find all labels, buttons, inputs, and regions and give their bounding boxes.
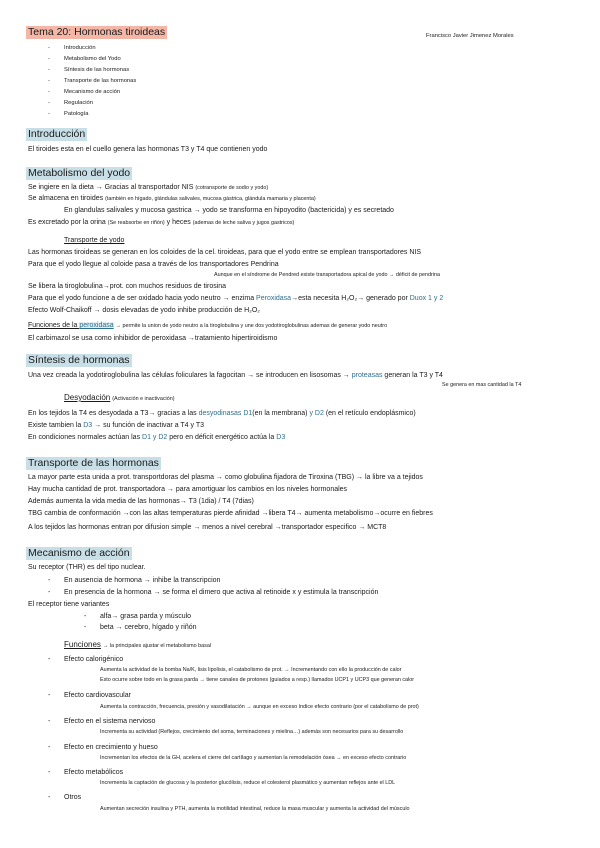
text-line: Funciones de la peroxidasa → permite la union de yodo neutro a la tiroglobulina y une dos yodotiroglobulinas ademas de generar yodo neutro: [28, 322, 388, 329]
author-name: Francisco Javier Jimenez Morales: [426, 33, 514, 39]
subheading-transporte-yodo: Transporte de yodo: [64, 237, 125, 244]
list-item: - Efecto cardiovascular: [64, 691, 131, 700]
text-line: Efecto Wolf-Chaikoff → dosis elevadas de yodo inhibe producción de H₂O₂: [28, 307, 261, 314]
text-line: A los tejidos las hormonas entran por difusion simple → menos a nivel cerebral →transportador especifico → MCT8: [28, 524, 387, 531]
text-line: Para que el yodo llegue al coloide pasa a través de los transportadores Pendrina: [28, 261, 279, 268]
text-line: Es excretado por la orina (Se reabsorbe en riñón) y heces (ademas de leche saliva y jugos gastricos): [28, 219, 295, 226]
toc-item: - Metabolismo del Yodo: [64, 54, 136, 65]
note-line: Se genera en mas cantidad la T4: [442, 382, 522, 388]
list-item: - Efecto metabólicos: [64, 768, 123, 777]
list-item: - alfa→ grasa parda y músculo: [100, 612, 191, 621]
toc-item: - Regulación: [64, 98, 136, 109]
text-line: En glandulas salivales y mucosa gastrica → yodo se transforma en hipoyodito (bactericida) y es secretado: [64, 207, 394, 214]
toc-item: - Patología: [64, 109, 136, 120]
text-line: El carbimazol se usa como inhibidor de peroxidasa →tratamiento hipertiroidismo: [28, 335, 278, 342]
list-item: - Efecto calorigénico: [64, 655, 123, 664]
text-line: La mayor parte esta unida a prot. transportdoras del plasma → como globulina fijadora de Tiroxina (TBG) → la libre va a tejidos: [28, 474, 423, 481]
detail-line: Aumenta la actividad de la bomba Na/K, lisis lipolisis, el catabolismo de prot. → Incrementando con ello la producción de calor: [100, 667, 402, 673]
subheading-desyodacion: Desyodación (Activación e inactivación): [64, 393, 175, 402]
list-item: - Otros: [64, 793, 81, 802]
text-line: Hay mucha cantidad de prot. transportadora → para amortiguar los cambios en los niveles hormonales: [28, 486, 348, 493]
text-line: Existe tambien la D3 → su función de inactivar a T4 y T3: [28, 422, 205, 429]
toc-item: - Síntesis de las hormonas: [64, 65, 136, 76]
text-line: El receptor tiene variantes: [28, 601, 110, 608]
list-item: - beta → cerebro, hígado y riñón: [100, 623, 197, 632]
text-line: Además aumenta la vida media de las hormonas→ T3 (1dia) / T4 (7dias): [28, 498, 254, 505]
list-item: - Efecto en el sistema nervioso: [64, 717, 155, 726]
page-title: Tema 20: Hormonas tiroideas: [28, 26, 166, 38]
detail-line: Incrementa su actividad (Reflejos, crecimiento del soma, terminaciones y mielina…) además son necesarios para su desarrollo: [100, 729, 404, 735]
toc-item: - Mecanismo de acción: [64, 87, 136, 98]
detail-line: Incrementan los efectos de la GH, acelera el cierre del cartílago y aumentan la remodelación ósea → en exceso efecto contrario: [100, 755, 407, 761]
text-line: Una vez creada la yodotiroglobulina las células foliculares la fagocitan → se introducen en lisosomas → proteasas generan la T3 y T4: [28, 372, 443, 379]
detail-line: Aumentan secreción insulina y PTH, aumenta la motilidad intestinal, reduce la masa muscular y aumenta la actividad del músculo: [100, 806, 410, 812]
text-line: En condiciones normales actúan las D1 y D2 pero en déficit energético actúa la D3: [28, 434, 286, 441]
detail-line: Aumenta la contracción, frecuencia, presión y vasodilatación → aunque en exceso índice efecto contrario (por el catabolismo de prot): [100, 704, 419, 710]
text-line: Para que el yodo funcione a de ser oxidado hacia yodo neutro → enzima Peroxidasa→esta necesita H₂O₂→ generado por Duox 1 y 2: [28, 295, 444, 302]
list-item: - En presencia de la hormona → se forma el dimero que activa al retinoide x y estimula la transcripción: [64, 588, 378, 597]
list-item: - Efecto en crecimiento y hueso: [64, 743, 158, 752]
toc-item: - Transporte de las hormonas: [64, 76, 136, 87]
section-heading-sintesis: Síntesis de hormonas: [28, 354, 130, 366]
table-of-contents: [64, 43, 136, 120]
section-heading-mecanismo: Mecanismo de acción: [28, 547, 130, 559]
text-line: Se almacena en tiroides (también en hígado, glándulas salivales, mucosa gástrica, glándula mamaria y placenta): [28, 195, 316, 202]
section-heading-transporte: Transporte de las hormonas: [28, 457, 159, 469]
detail-line: Esto ocurre sobre todo en la grasa parda → tiene canales de protones (guiados a resp.) llamados UCP1 y UCP3 que generan calor: [100, 677, 415, 683]
list-item: - En ausencia de hormona → inhibe la transcripcion: [64, 576, 220, 585]
section-heading-intro: Introducción: [28, 128, 86, 140]
intro-text: El tiroides esta en el cuello genera las hormonas T3 y T4 que contienen yodo: [28, 146, 268, 153]
section-heading-yodo: Metabolismo del yodo: [28, 167, 131, 179]
text-line: TBG cambia de conformación →con las altas temperaturas pierde afinidad →libera T4→ aumenta metabolismo→ocurre en fiebres: [28, 510, 433, 517]
text-line: En los tejidos la T4 es desyodada a T3→ gracias a las desyodinasas D1(en la membrana) y D2 (en el retículo endoplásmico): [28, 410, 416, 417]
note-line: Aunque en el síndrome de Pendred existe transportadora apical de yodo → déficit de pendrina: [214, 272, 440, 278]
subheading-funciones: Funciones → la principales ajustar el metabolismo basal: [64, 640, 212, 649]
text-line: Se libera la tiroglobulina→prot. con muchos residuos de tirosina: [28, 283, 227, 290]
toc-item: - Introducción: [64, 43, 136, 54]
detail-line: Incrementa la captación de glucosa y la posterior glucólisis, reduce el colesterol plasmático y aumentan reflejos ante el LDL: [100, 780, 396, 786]
text-line: Se ingiere en la dieta → Gracias al transportador NIS (cotransporte de sodio y yodo): [28, 184, 269, 191]
text-line: Su receptor (THR) es del tipo nuclear.: [28, 564, 146, 571]
text-line: Las hormonas tiroideas se generan en los coloides de la cel. tiroideas, para que el yodo entre se emplean transportadores NIS: [28, 249, 422, 256]
